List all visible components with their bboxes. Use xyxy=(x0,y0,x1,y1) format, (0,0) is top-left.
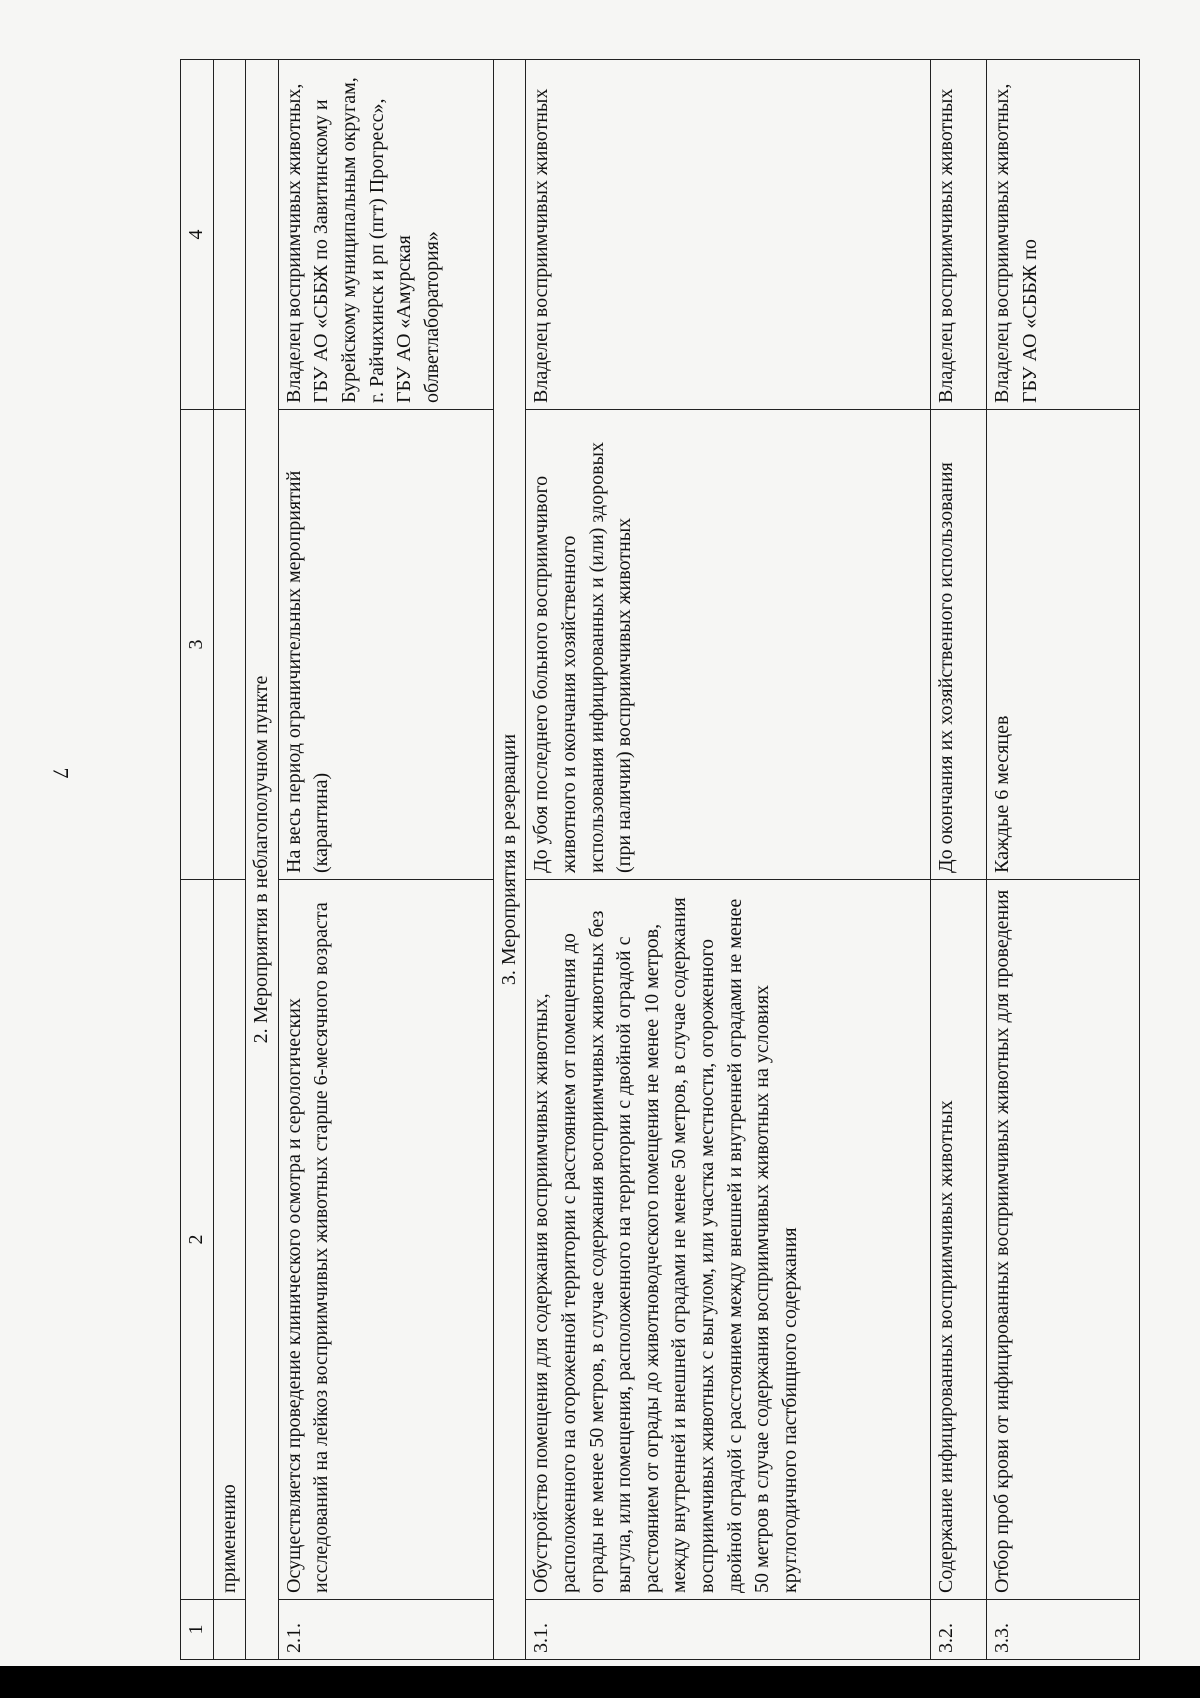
period-text: До убоя последнего больного восприимчивого животного и окончания хозяйственного использования инфицированных и (или) здоровых (при наличии) восприимчивых животных xyxy=(526,410,931,880)
period-text: Каждые 6 месяцев xyxy=(987,410,1140,880)
column-number-4: 4 xyxy=(181,60,214,410)
column-number-3: 3 xyxy=(181,410,214,880)
table-row xyxy=(278,60,493,1660)
table-row xyxy=(526,60,931,1660)
responsible-text: Владелец восприимчивых животных, ГБУ АО «СББЖ по Завитинскому и Бурейскому муниципальным округам, г. Райчихинск и рп (пгт) Прогресс», ГБУ АО «Амурская облветлаборатория» xyxy=(278,60,493,410)
table-cell xyxy=(213,60,246,410)
responsible-text: Владелец восприимчивых животных xyxy=(526,60,931,410)
period-text: На весь период ограничительных мероприятий (карантина) xyxy=(278,410,493,880)
measure-text: Содержание инфицированных восприимчивых животных xyxy=(931,880,987,1600)
measure-text: Осуществляется проведение клинического осмотра и серологических исследований на лейкоз восприимчивых животных старше 6-месячного возраста xyxy=(278,880,493,1600)
column-number-row xyxy=(181,60,214,1660)
row-number: 3.1. xyxy=(526,1600,931,1660)
row-number: 3.3. xyxy=(987,1600,1140,1660)
table-row xyxy=(931,60,987,1660)
row-number: 3.2. xyxy=(931,1600,987,1660)
period-text: До окончания их хозяйственного использования xyxy=(931,410,987,880)
section-heading: 2. Мероприятия в неблагополучном пункте xyxy=(246,60,279,1660)
column-number-1: 1 xyxy=(181,1600,214,1660)
row-number: 2.1. xyxy=(278,1600,493,1660)
measures-table xyxy=(180,59,1140,1660)
table-cell xyxy=(213,410,246,880)
table-cell xyxy=(213,1600,246,1660)
scan-bottom-edge xyxy=(0,1666,1200,1698)
responsible-text: Владелец восприимчивых животных xyxy=(931,60,987,410)
table-row xyxy=(987,60,1140,1660)
section-heading-row xyxy=(493,60,526,1660)
measure-text: Отбор проб крови от инфицированных восприимчивых животных для проведения xyxy=(987,880,1140,1600)
responsible-text: Владелец восприимчивых животных, ГБУ АО «СББЖ по xyxy=(987,60,1140,410)
measure-text: Обустройство помещения для содержания восприимчивых животных, расположенного на огороженной территории с расстоянием от помещения до ограды не менее 50 метров, в случае содержания восприимчивых животных без выгула, или помещения, расположенного на территории с двойной оградой с расстоянием от ограды до животноводческого помещения не менее 10 метров, между внутренней и внешней оградами не менее 50 метров, в случае содержания восприимчивых животных с выгулом, или участка местности, огороженного двойной оградой с расстоянием между внешней и внутренней оградами не менее 50 метров в случае содержания восприимчивых животных на условиях круглогодичного пастбищного содержания xyxy=(526,880,931,1600)
section-heading: 3. Мероприятия в резервации xyxy=(493,60,526,1660)
page-number: 7 xyxy=(48,767,74,779)
continuation-text: применению xyxy=(213,880,246,1600)
section-heading-row xyxy=(246,60,279,1660)
column-number-2: 2 xyxy=(181,880,214,1600)
rotated-page-content xyxy=(180,60,1140,1660)
continuation-row xyxy=(213,60,246,1660)
